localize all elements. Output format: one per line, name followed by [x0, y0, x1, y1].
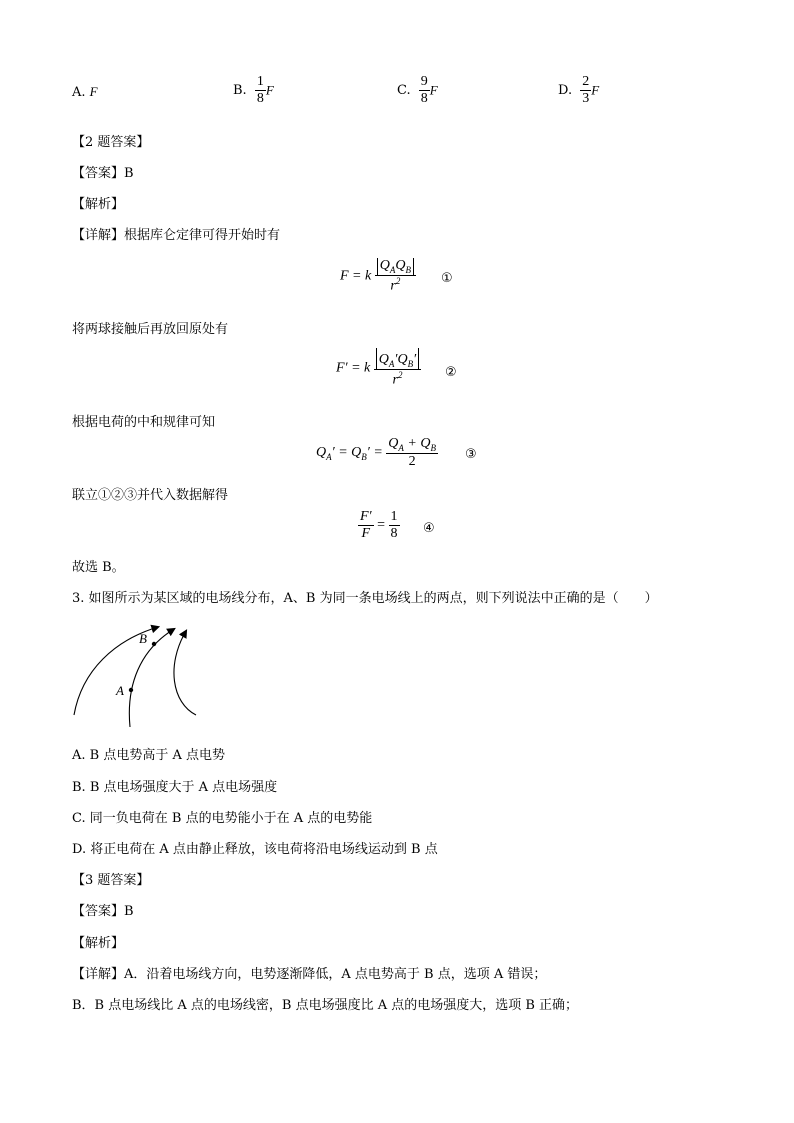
option-letter: C.: [397, 83, 411, 99]
q3-option-b: B. B 点电场强度大于 A 点电场强度: [72, 780, 278, 795]
fraction-numerator: 1: [255, 74, 266, 91]
q3-option-c: C. 同一负电荷在 B 点的电势能小于在 A 点的电势能: [72, 811, 373, 826]
option-tail: F: [591, 82, 600, 98]
q3-answer: 【答案】B: [72, 904, 134, 919]
fraction-denominator: 8: [420, 91, 428, 107]
den-base: r: [390, 278, 396, 294]
q3-stem: [72, 587, 658, 606]
q2-heading: 【2 题答案】: [72, 135, 150, 150]
q2-line3: 根据电荷的中和规律可知: [72, 415, 216, 430]
abs-value: $Q_A'Q_B'$: [376, 348, 419, 369]
equation-lhs: F′ = k: [336, 360, 371, 376]
field-line-right: [174, 631, 196, 715]
option-letter: D.: [558, 83, 573, 99]
detail-text: 根据库仑定律可得开始时有: [124, 228, 281, 243]
q2-line2: 将两球接触后再放回原处有: [72, 322, 229, 337]
equation-fraction: [375, 258, 416, 295]
equation-fraction-left: [358, 509, 374, 542]
equation-2: [336, 348, 421, 389]
q2-conclusion: 故选 B。: [72, 560, 125, 575]
fraction-denominator: [375, 276, 416, 295]
field-line-middle: [129, 629, 174, 727]
mark-2: ②: [445, 365, 457, 380]
q3-option-a: A. B 点电势高于 A 点电势: [72, 748, 225, 763]
q2-detail: [72, 224, 280, 243]
question-stem: 如图所示为某区域的电场线分布，A、B 为同一条电场线上的两点，则下列说法中正确的是（ ）: [88, 591, 658, 606]
option-c: [397, 74, 438, 107]
equation-4: [358, 509, 400, 542]
fraction-denominator: [374, 370, 421, 389]
equation-fraction-right: [389, 509, 400, 542]
option-fraction: [255, 74, 266, 107]
q3-heading: 【3 题答案】: [72, 873, 150, 888]
fraction-denominator: F: [361, 526, 371, 542]
equation-lhs: $Q_A' = Q_B'$ =: [316, 444, 383, 462]
option-letter: B.: [233, 83, 247, 99]
point-a-label: A: [116, 683, 124, 698]
abs-value: $Q_AQ_B$: [377, 258, 414, 275]
option-tail: F: [265, 82, 274, 98]
option-tail: F: [429, 82, 438, 98]
equation-1: [340, 258, 416, 295]
equation-fraction: [386, 436, 438, 470]
den-exp: 2: [397, 370, 403, 381]
fraction-denominator: 8: [390, 526, 398, 542]
fraction-numerator: 2: [580, 74, 591, 91]
q2-analysis-label: 【解析】: [72, 197, 125, 212]
fraction-numerator: [375, 258, 416, 276]
option-a: [72, 84, 98, 100]
option-fraction: [419, 74, 430, 107]
q2-line4: 联立①②③并代入数据解得: [72, 488, 229, 503]
fraction-numerator: F′: [358, 509, 374, 526]
equation-3: [316, 436, 438, 470]
option-b: [233, 74, 274, 107]
q3-option-d: D. 将正电荷在 A 点由静止释放，该电荷将沿电场线运动到 B 点: [72, 842, 438, 857]
q3-analysis-label: 【解析】: [72, 936, 125, 951]
point-b-dot: [152, 642, 156, 646]
den-base: r: [392, 372, 398, 388]
q3-detail-1: 【详解】A．沿着电场线方向，电势逐渐降低，A 点电势高于 B 点，选项 A 错误；: [72, 967, 547, 982]
option-expr: F: [89, 84, 98, 99]
mark-1: ①: [441, 271, 453, 286]
point-b-label: B: [139, 631, 147, 646]
point-a-dot: [129, 688, 133, 692]
mark-4: ④: [423, 521, 435, 536]
fraction-denominator: 2: [408, 454, 416, 470]
q3-detail-2: B．B 点电场线比 A 点的电场线密，B 点电场强度比 A 点的电场强度大，选项 B 正确；: [72, 998, 579, 1013]
equals-sign: =: [377, 517, 386, 533]
fraction-numerator: 9: [419, 74, 430, 91]
fraction-denominator: 3: [582, 91, 590, 107]
option-letter: A.: [72, 85, 86, 100]
den-exp: 2: [395, 276, 401, 287]
option-fraction: [580, 74, 591, 107]
q2-answer: 【答案】B: [72, 166, 134, 181]
fraction-numerator: [374, 348, 421, 370]
fraction-numerator: 1: [389, 509, 400, 526]
fraction-denominator: 8: [256, 91, 264, 107]
mark-3: ③: [465, 447, 477, 462]
field-lines-figure: [60, 615, 210, 730]
fraction-numerator: $Q_A + Q_B$: [388, 436, 436, 453]
equation-fraction: [374, 348, 421, 389]
question-number: 3.: [72, 591, 85, 606]
equation-lhs: F = k: [340, 268, 372, 284]
option-d: [558, 74, 599, 107]
detail-label: 【详解】: [72, 228, 125, 243]
